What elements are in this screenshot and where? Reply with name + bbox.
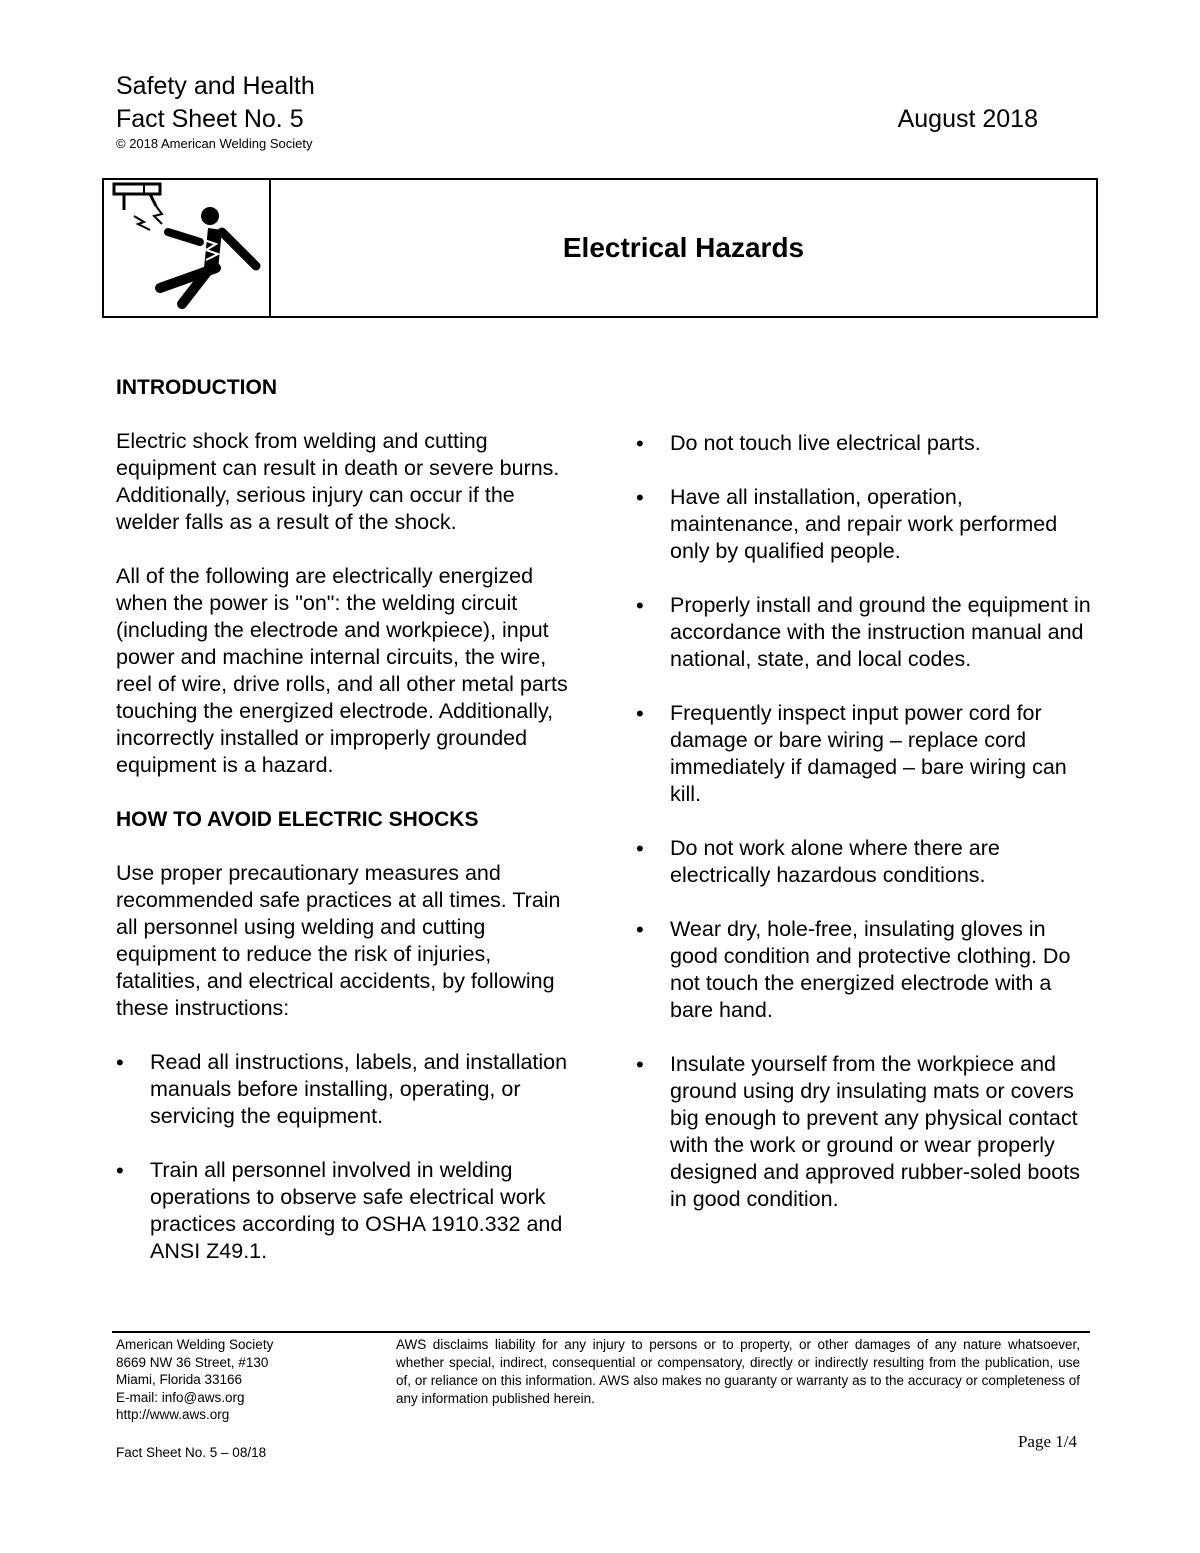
header-line1: Safety and Health bbox=[116, 72, 315, 100]
list-item: • Do not work alone where there are electrically hazardous conditions. bbox=[636, 835, 1096, 889]
list-item: • Insulate yourself from the workpiece and ground using dry insulating mats or covers big enough to prevent any physical contact with the work or ground or wear properly designed and approved rubber-soled boots in good condition. bbox=[636, 1051, 1096, 1213]
list-item: • Do not touch live electrical parts. bbox=[636, 430, 1096, 457]
intro-paragraph-2: All of the following are electrically energized when the power is "on": the welding circuit (including the electrode and workpiece), input power and machine internal circuits, the wire, reel of wire, drive rolls, and all other metal parts touching the energized electrode. Additionally, incorrectly installed or improperly grounded equipment is a hazard. bbox=[116, 564, 568, 777]
footer-org: American Welding Society bbox=[116, 1337, 274, 1352]
icon-cell bbox=[104, 180, 271, 316]
avoid-heading: HOW TO AVOID ELECTRIC SHOCKS bbox=[116, 808, 479, 831]
list-item: • Wear dry, hole-free, insulating gloves in good condition and protective clothing. Do not touch the energized electrode with a bare hand. bbox=[636, 916, 1096, 1024]
footer-disclaimer: AWS disclaims liability for any injury to persons or to property, or other damages of any nature whatsoever, whether special, indirect, consequential or compensatory, directly or indirectly resulting from the publication, use of, or reliance on this information. AWS also makes no guaranty or warranty as to the accuracy or completeness of any information published herein. bbox=[396, 1337, 1080, 1406]
footer-city: Miami, Florida 33166 bbox=[116, 1372, 243, 1387]
footer-email: E-mail: info@aws.org bbox=[116, 1389, 245, 1405]
header-line2: Fact Sheet No. 5 bbox=[116, 105, 304, 133]
left-bullet-list bbox=[116, 1049, 576, 1265]
footer-code: Fact Sheet No. 5 – 08/18 bbox=[116, 1445, 267, 1460]
header-copyright: © 2018 American Welding Society bbox=[116, 136, 313, 151]
header-block bbox=[116, 70, 315, 136]
list-item: • Frequently inspect input power cord for damage or bare wiring – replace cord immediately if damaged – bare wiring can kill. bbox=[636, 700, 1096, 808]
footer-street: 8669 NW 36 Street, #130 bbox=[116, 1354, 269, 1370]
title-box bbox=[102, 178, 1098, 318]
list-item: • Read all instructions, labels, and installation manuals before installing, operating, or servicing the equipment. bbox=[116, 1049, 576, 1130]
left-column bbox=[116, 374, 576, 1292]
electric-shock-icon bbox=[104, 180, 267, 316]
right-bullet-list bbox=[636, 430, 1096, 1213]
intro-heading: INTRODUCTION bbox=[116, 376, 277, 399]
header-date: August 2018 bbox=[897, 105, 1038, 133]
footer-divider bbox=[112, 1331, 1090, 1333]
page-number: Page 1/4 bbox=[1017, 1432, 1077, 1451]
list-item: • Have all installation, operation, maintenance, and repair work performed only by qualified people. bbox=[636, 484, 1096, 565]
list-item: • Train all personnel involved in welding operations to observe safe electrical work practices according to OSHA 1910.332 and ANSI Z49.1. bbox=[116, 1157, 576, 1265]
page-title: Electrical Hazards bbox=[562, 232, 805, 263]
footer-address bbox=[116, 1336, 273, 1424]
avoid-paragraph: Use proper precautionary measures and recommended safe practices at all times. Train all personnel using welding and cutting equipment to reduce the risk of injuries, fatalities, and electrical accidents, by following these instructions: bbox=[116, 861, 561, 1020]
intro-paragraph-1: Electric shock from welding and cutting equipment can result in death or severe burns. Additionally, serious injury can occur if the welder falls as a result of the shock. bbox=[116, 429, 560, 534]
right-column bbox=[636, 430, 1096, 1240]
list-item: • Properly install and ground the equipment in accordance with the instruction manual and national, state, and local codes. bbox=[636, 592, 1096, 673]
footer-web: http://www.aws.org bbox=[116, 1407, 230, 1422]
